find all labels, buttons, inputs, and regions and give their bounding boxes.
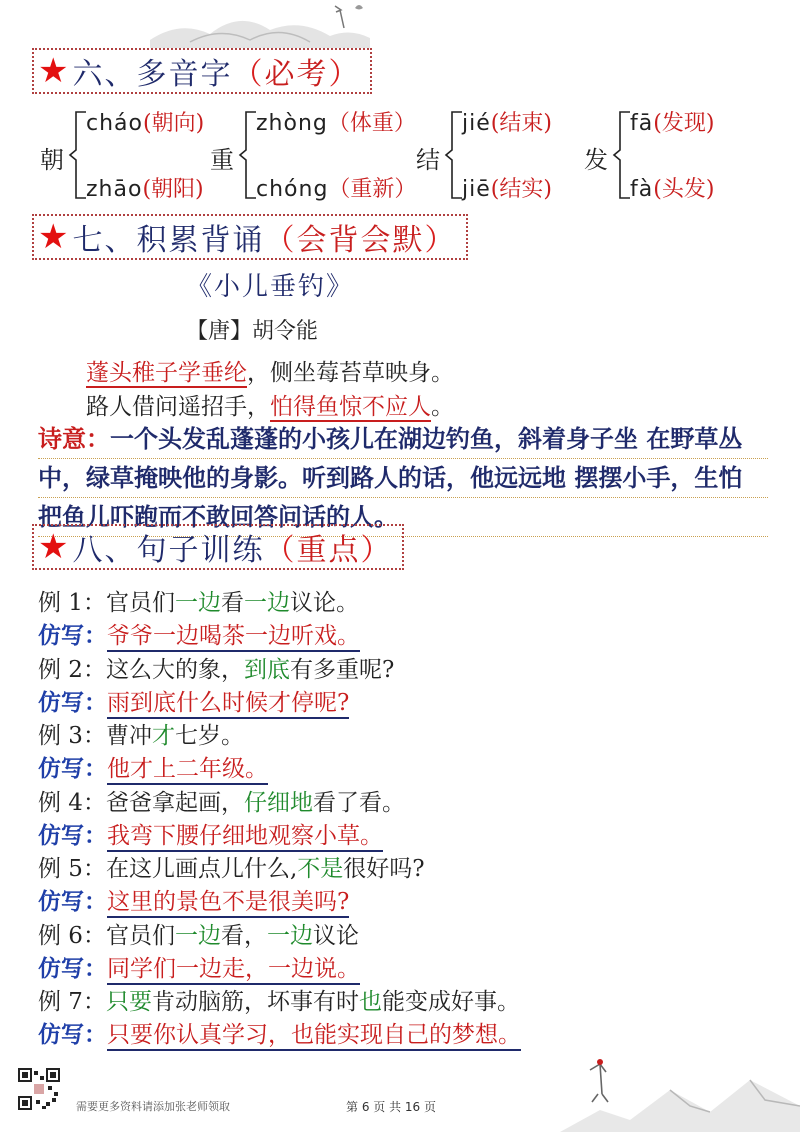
keyword: 也 [358, 989, 382, 1015]
imitation-sentence [38, 617, 360, 650]
section-title: 七、积累背诵 [72, 223, 265, 258]
section-header-recitation [32, 214, 468, 260]
example-text: 能变成好事。 [381, 989, 520, 1015]
polyphonic-groups [0, 100, 800, 210]
ink-landscape-top-decoration [150, 0, 370, 48]
example-text: 曹冲 [105, 723, 152, 749]
example-text: 肯动脑筋，坏事有时 [151, 989, 359, 1015]
brace-icon [68, 110, 88, 200]
imitation-text: 只要你认真学习，也能实现自己的梦想。 [107, 1022, 521, 1051]
section-note: 重点 [296, 533, 361, 568]
imitation-label: 仿写： [38, 888, 107, 915]
qr-code-icon [18, 1068, 60, 1110]
keyword: 不是 [297, 856, 344, 882]
poly-reading: jié(结束) [462, 111, 552, 136]
brace-icon [612, 110, 632, 200]
example-sentence [38, 784, 405, 817]
poly-reading: fā(发现) [630, 111, 715, 136]
example-label: 例 3： [38, 723, 106, 749]
keyword: 只要 [105, 989, 152, 1015]
ink-landscape-bottom-decoration [560, 1050, 800, 1132]
poly-reading: zhāo(朝阳) [86, 177, 204, 202]
keyword: 一边 [266, 922, 313, 949]
example-text: 很好吗? [343, 856, 425, 882]
example-sentence [38, 917, 359, 950]
example-text: 有多重呢? [289, 656, 395, 683]
imitation-sentence [38, 817, 383, 850]
example-text: 看， [220, 922, 267, 949]
example-text: 官员们 [105, 590, 175, 616]
keyword: 一边 [174, 922, 221, 949]
paren-open: （ [264, 533, 297, 568]
example-text: 看 [220, 590, 244, 616]
poly-reading: jiē(结实) [462, 177, 552, 202]
example-sentence [38, 651, 394, 684]
example-label: 例 1： [38, 590, 106, 616]
poem-line-2: 路人借问遥招手，怕得鱼惊不应人。 [86, 394, 454, 420]
paren-close: ） [360, 533, 393, 568]
meaning-line: 诗意：一个头发乱蓬蓬的小孩儿在湖边钓鱼，斜着身子坐 在野草丛 [38, 420, 768, 459]
imitation-text: 雨到底什么时候才停呢? [107, 690, 349, 719]
meaning-line: 中，绿草掩映他的身影。听到路人的话，他远远地 摆摆小手，生怕 [38, 459, 768, 498]
star-icon: ★ [38, 217, 71, 257]
paren-open: （ [264, 223, 297, 258]
imitation-label: 仿写： [38, 688, 107, 716]
poly-char: 结 [416, 146, 440, 174]
imitation-sentence [38, 750, 268, 783]
paren-open: （ [232, 57, 265, 92]
imitation-text: 同学们一边走，一边说。 [107, 956, 360, 985]
poly-char: 发 [584, 146, 608, 174]
imitation-sentence [38, 950, 360, 983]
example-sentence [38, 850, 425, 883]
brace-icon [238, 110, 258, 200]
imitation-text: 我弯下腰仔细地观察小草。 [107, 823, 383, 852]
poem-author: 【唐】胡令能 [186, 319, 319, 344]
example-text: 在这儿画点儿什么, [105, 856, 298, 882]
imitation-sentence [38, 883, 349, 916]
section-title: 八、句子训练 [72, 533, 265, 568]
imitation-label: 仿写： [38, 821, 107, 849]
imitation-label: 仿写： [38, 1021, 107, 1048]
example-text: 议论。 [289, 590, 359, 616]
section-note: 必考 [264, 57, 329, 92]
example-label: 例 4： [38, 789, 106, 816]
example-sentence [38, 584, 359, 617]
section-title: 六、多音字 [72, 57, 233, 92]
meaning-line: 把鱼儿吓跑而不敢回答问话的人。 [38, 498, 768, 537]
example-label: 例 7： [38, 989, 106, 1015]
section-header-sentence-training [32, 524, 404, 570]
paren-close: ） [328, 57, 361, 92]
imitation-text: 爷爷一边喝茶一边听戏。 [107, 623, 360, 652]
brace-icon [444, 110, 464, 200]
example-label: 例 5： [38, 856, 106, 882]
poly-char: 重 [210, 146, 234, 174]
example-text: 看了看。 [312, 789, 405, 816]
footer-note: 需要更多资料请添加张老师领取 [76, 1100, 230, 1113]
keyword: 一边 [243, 590, 290, 616]
poem-meaning [38, 420, 768, 537]
example-label: 例 6： [38, 922, 106, 949]
imitation-label: 仿写： [38, 954, 107, 982]
example-label: 例 2： [38, 656, 106, 683]
example-sentence [38, 717, 244, 750]
example-sentence [38, 983, 520, 1016]
imitation-label: 仿写： [38, 622, 107, 649]
poly-reading: fà(头发) [630, 177, 715, 202]
section-header-polyphonic [32, 48, 372, 94]
imitation-text: 他才上二年级。 [107, 756, 268, 785]
imitation-label: 仿写： [38, 755, 107, 782]
section-note: 会背会默 [296, 223, 425, 258]
keyword: 到底 [243, 656, 290, 683]
poly-char: 朝 [40, 146, 64, 174]
example-text: 爸爸拿起画， [105, 789, 244, 816]
poem-line-1: 蓬头稚子学垂纶，侧坐莓苔草映身。 [86, 360, 454, 386]
star-icon: ★ [38, 527, 71, 567]
poem-title: 《小儿垂钓》 [186, 272, 355, 302]
imitation-sentence [38, 684, 349, 717]
footer-page-number: 第 6 页 共 16 页 [346, 1100, 436, 1114]
keyword: 才 [151, 723, 175, 749]
poly-reading: chóng（重新） [256, 177, 417, 202]
star-icon: ★ [38, 51, 71, 91]
example-text: 议论 [312, 922, 359, 949]
example-text: 这么大的象， [105, 656, 244, 683]
example-text: 官员们 [105, 922, 175, 949]
poly-reading: cháo(朝向) [86, 111, 205, 136]
paren-close: ） [424, 223, 457, 258]
example-text: 七岁。 [174, 723, 244, 749]
keyword: 仔细地 [243, 789, 313, 816]
imitation-text: 这里的景色不是很美吗? [107, 889, 349, 918]
keyword: 一边 [174, 590, 221, 616]
poly-reading: zhòng（体重） [256, 111, 416, 136]
imitation-sentence [38, 1016, 521, 1049]
